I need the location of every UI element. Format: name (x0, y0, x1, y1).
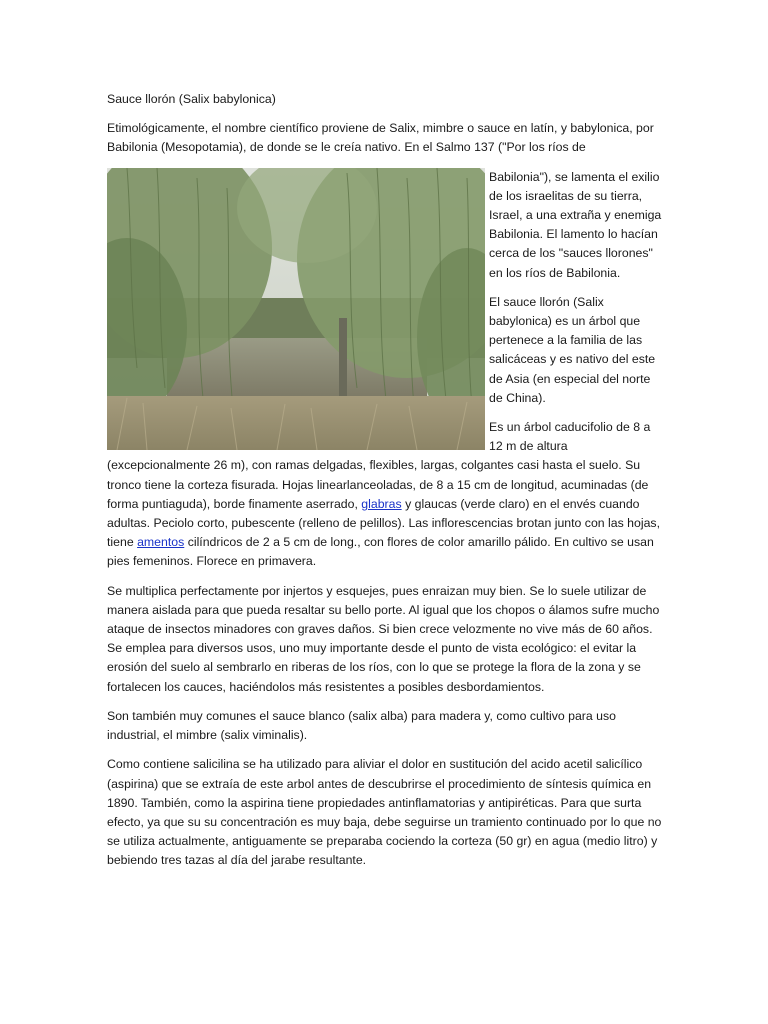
paragraph-medicinal-use: Como contiene salicilina se ha utilizado para aliviar el dolor en sustitución del acido acetil salicílico (aspirina) que se extraía de este arbol antes de descubrirse el procedimiento de síntesis química en 1890. También, como la aspirina tiene propiedades antinflamatorias y antipiréticas. Para que surta efecto, ya que su su concentración es muy baja, debe seguirse un tramiento continuado por lo que no se utiliza actualmente, antiguamente se preparaba cociendo la corteza (50 gr) en agua (medio litro) y bebiendo tres tazas al día del jarabe resultante. (107, 757, 662, 868)
salmo-continuation-text: Babilonia"), se lamenta el exilio de los israelitas de su tierra, Israel, a una extraña y enemiga Babilonia. El lamento lo hacían cerca de los "sauces llorones" en los ríos de Babilonia. (489, 169, 662, 280)
paragraph-origin: El sauce llorón (Salix babylonica) es un árbol que pertenece a la familia de las salicáceas y es nativo del este de Asia (en especial del norte de China). (489, 294, 656, 405)
link-glabras[interactable]: glabras (361, 496, 402, 511)
document-page (107, 90, 663, 881)
page-title: Sauce llorón (Salix babylonica) (107, 92, 276, 106)
description-text-2: y glaucas (verde claro) en el envés cuando adultas. Peciolo corto, pubescente (relleno de pelillos). Las inflorescencias brotan junto con las hojas, tiene (107, 496, 660, 550)
description-text-1: Es un árbol caducifolio de 8 a 12 m de altura (excepcionalmente 26 m), con ramas delgadas, flexibles, largas, colgantes casi hasta el suelo. Su tronco tiene la corteza fisurada. Hojas linearlanceoladas, de 8 a 15 cm de longitud, acuminadas (de forma puntiaguda), borde finamente aserrado, (107, 420, 651, 511)
paragraph-etymology (107, 119, 663, 157)
paragraph-propagation: Se multiplica perfectamente por injertos y esquejes, pues enraizan muy bien. Se lo suele utilizar de manera aislada para que pueda resaltar su bello porte. Al igual que los chopos o álamos sufre mucho ataque de insectos minadores con graves daños. Si bien crece velozmente no vive más de 60 años. Se emplea para diversos usos, uno muy importante desde el punto de vista ecológico: el evitar la erosión del suelo al sembrarlo en riberas de los ríos, con lo que se protege la flora de la zona y se fortalecen los cauces, haciéndolos más resistentes a posibles desbordamientos. (107, 583, 660, 694)
etymology-intro-text: Etimológicamente, el nombre científico proviene de Salix, mimbre o sauce en latín, y babylonica, por Babilonia (Mesopotamia), de donde se le creía nativo. En el Salmo 137 ("Por los ríos de (107, 121, 654, 155)
paragraph-related-species: Son también muy comunes el sauce blanco (salix alba) para madera y, como cultivo para uso industrial, el mimbre (salix viminalis). (107, 708, 616, 743)
description-text-3: cilíndricos de 2 a 5 cm de long., con flores de color amarillo pálido. En cultivo se usan pies femeninos. Florece en primavera. (107, 535, 654, 569)
link-amentos[interactable]: amentos (137, 535, 185, 550)
willow-tree-photo (107, 168, 485, 450)
